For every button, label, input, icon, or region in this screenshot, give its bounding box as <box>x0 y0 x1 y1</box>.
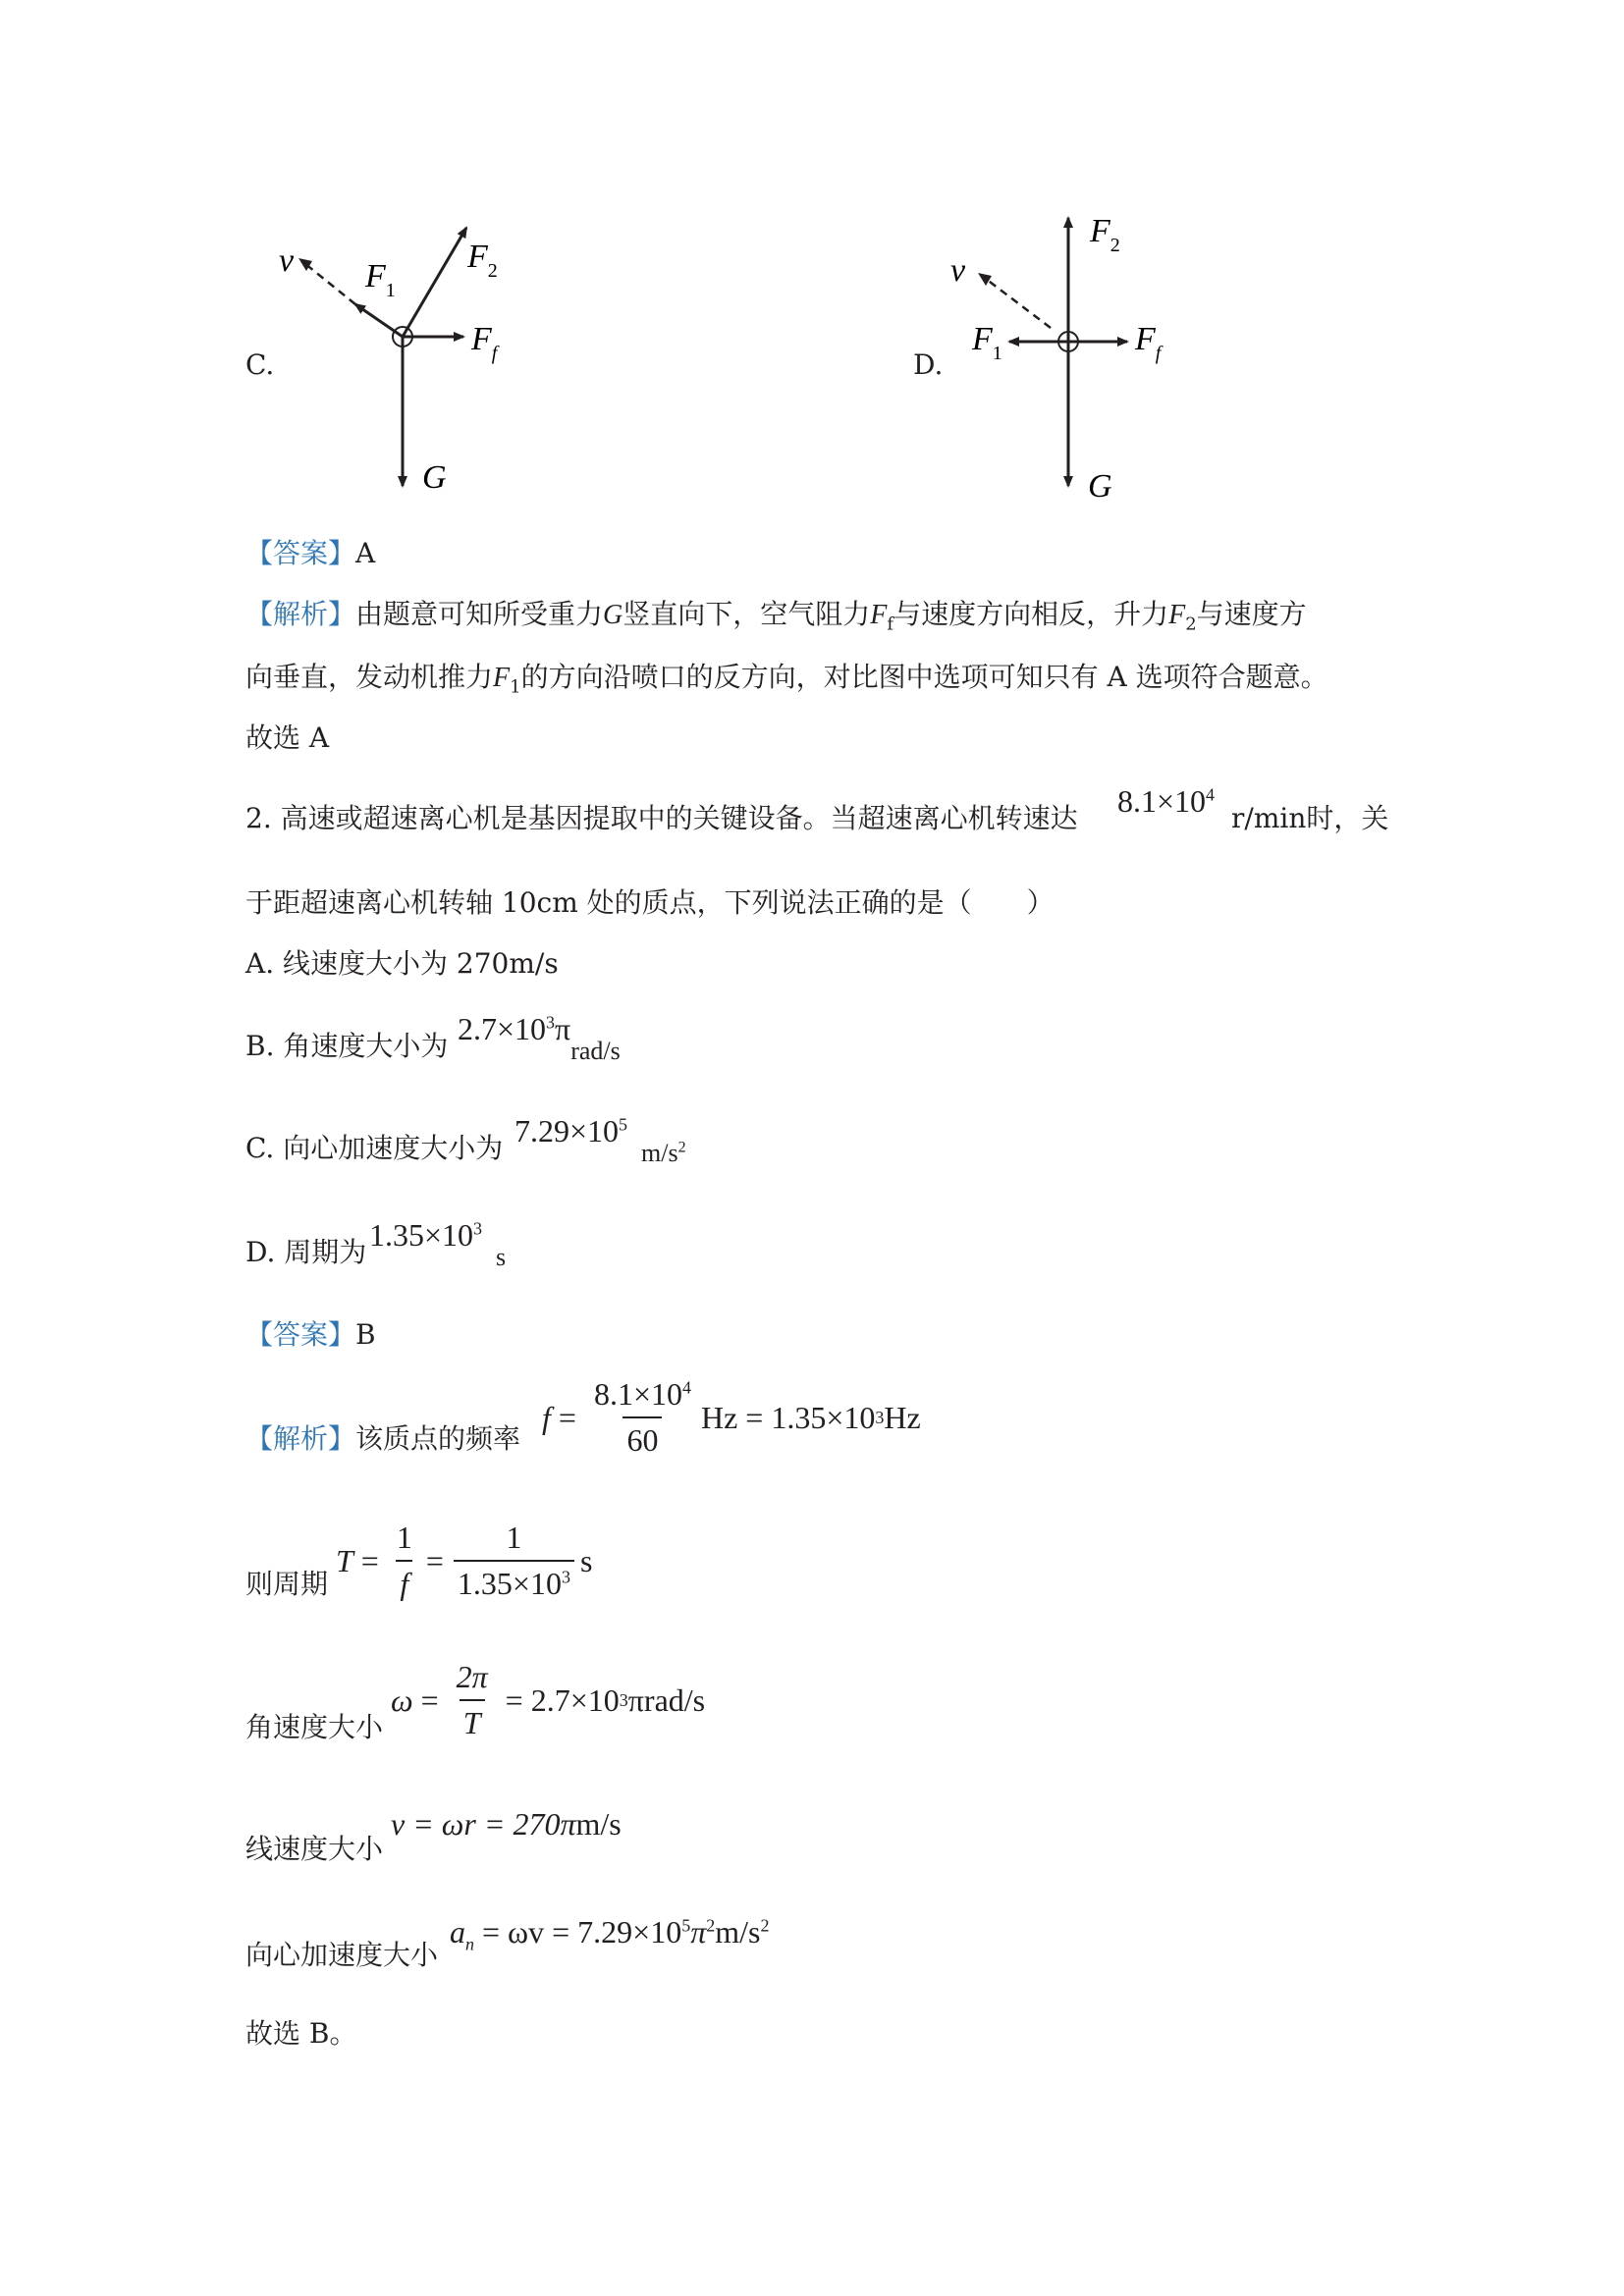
q2-v-label: 线速度大小 <box>245 1833 384 1865</box>
d-ff-label: $F_f$ <box>1135 321 1162 364</box>
q2-an-equation: $a_n = \omega v = 7.29\times 10^5\pi^2m/s^2$ <box>450 1914 770 1954</box>
c-f2-label: $F_2$ <box>467 239 498 282</box>
q2-option-d-value: $1.35\times 10^3_s$ <box>369 1217 507 1271</box>
q2-an-label: 向心加速度大小 <box>245 1939 439 1971</box>
q2-answer-value: B <box>355 1318 376 1351</box>
q2-freq-equation: f = $\frac{8.1\times 10^4}{60}$ Hz = 1.35×10 3 Hz <box>542 1376 921 1458</box>
q2-option-b-value: $2.7\times 10^3\pi_{rad/s}$ <box>458 1011 621 1065</box>
q2-omega-label: 角速度大小 <box>245 1711 384 1743</box>
d-velocity-dashed <box>986 279 1051 328</box>
q2-option-a: A. 线速度大小为 270m/s <box>245 947 559 980</box>
c-f1-label: $F_1$ <box>365 258 396 301</box>
q2-analysis-tag: 【解析】 <box>245 1422 356 1455</box>
q2-option-c-value: $7.29\times 10^5_{m/s^2}$ <box>514 1113 686 1167</box>
q1-answer <box>245 537 376 569</box>
q2-period-equation: T = $\frac{1}{f}$ = $\frac{1}{1.35\times 10^3}$ s <box>336 1520 593 1601</box>
d-g-label: G <box>1088 468 1112 501</box>
c-v-label: v <box>279 242 295 279</box>
q2-option-c: C. 向心加速度大小为 <box>245 1132 504 1164</box>
c-g-label: G <box>422 459 447 496</box>
q2-analysis-freq-label: 【解析】该质点的频率 <box>245 1422 521 1455</box>
figure-c-label: C. <box>245 348 275 381</box>
c-f1-arrow <box>355 304 403 337</box>
q2-omega-equation: ω = $\frac{2\pi}{T}$ = 2.7×10 3 πrad/s <box>391 1659 706 1740</box>
d-velocity-arrowhead <box>978 273 992 286</box>
d-v-label: v <box>950 252 966 289</box>
d-f1-label: $F_1$ <box>972 321 1002 364</box>
figure-c-force-diagram <box>275 216 540 501</box>
q2-option-b: B. 角速度大小为 <box>245 1030 449 1062</box>
q2-option-d: D. 周期为 <box>245 1236 367 1268</box>
q2-stem-line1: 2. 高速或超速离心机是基因提取中的关键设备。当超速离心机转速达 <box>245 802 1078 834</box>
q1-analysis-line2: 向垂直，发动机推力$F_1$的方向沿喷口的反方向，对比图中选项可知只有 A 选项符合题意。 <box>245 661 1328 698</box>
c-f2-arrow <box>403 228 466 337</box>
q2-answer <box>245 1318 376 1351</box>
q1-answer-tag: 【答案】 <box>245 537 356 569</box>
q2-stem-speed-unit: r/min时，关 <box>1231 802 1389 834</box>
q1-analysis-line1: 【解析】由题意可知所受重力G竖直向下，空气阻力$F_f$与速度方向相反，升力$F_2$与速度方 <box>245 598 1307 635</box>
c-ff-label: $F_f$ <box>471 321 498 364</box>
q2-conclusion: 故选 B。 <box>245 2017 357 2050</box>
q2-v-equation: v = ωr = 270πm/s <box>391 1806 622 1842</box>
q2-stem-speed: $8.1\times 10^4$ <box>1117 783 1216 819</box>
q2-period-label: 则周期 <box>245 1568 329 1600</box>
q1-conclusion: 故选 A <box>245 721 330 754</box>
q2-answer-tag: 【答案】 <box>245 1318 356 1351</box>
figure-d-label: D. <box>913 348 944 381</box>
figure-d-force-diagram <box>943 206 1198 501</box>
q1-analysis-tag: 【解析】 <box>245 598 356 630</box>
d-f2-label: $F_2$ <box>1090 213 1120 256</box>
q1-answer-value: A <box>355 537 376 569</box>
q2-stem-line2: 于距超速离心机转轴 10cm 处的质点，下列说法正确的是（ ） <box>245 886 1055 919</box>
c-velocity-dashed <box>304 263 355 304</box>
